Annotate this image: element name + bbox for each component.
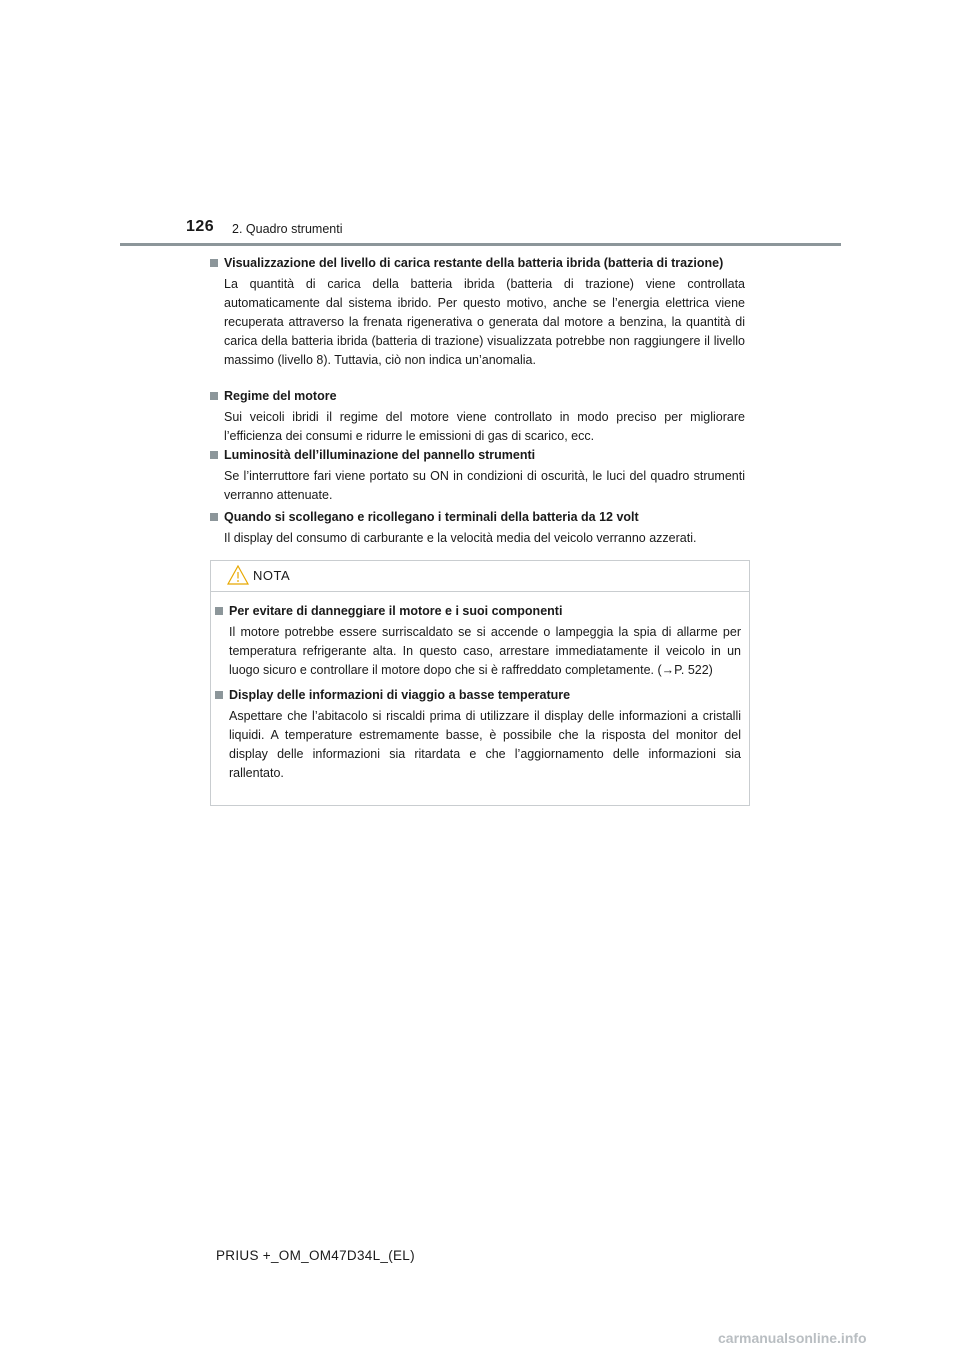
notice-box xyxy=(210,560,750,806)
square-bullet-icon xyxy=(215,607,223,615)
section-body: Se l’interruttore fari viene portato su ON in condizioni di oscurità, le luci del quadro strumenti verranno attenuate. xyxy=(224,469,745,502)
notice-item-title xyxy=(215,686,741,705)
notice-item-title-text: Per evitare di danneggiare il motore e i suoi componenti xyxy=(229,604,563,618)
section-title-text: Luminosità dell’illuminazione del pannello strumenti xyxy=(224,448,536,462)
section-title-text: Regime del motore xyxy=(224,389,337,403)
square-bullet-icon xyxy=(210,259,218,267)
square-bullet-icon xyxy=(210,451,218,459)
notice-header xyxy=(211,561,749,592)
page-number: 126 xyxy=(186,218,215,235)
notice-content xyxy=(215,602,741,789)
notice-item xyxy=(215,602,741,680)
section-panel-brightness xyxy=(210,446,745,505)
notice-item-body: Il motore potrebbe essere surriscaldato se si accende o lampeggia la spia di allarme per temperatura refrigerante alta. In questo caso, arrestare immediatamente il veicolo in un luogo sicuro e controllare il motore dopo che si è raffreddato completamente. (→P. 522) xyxy=(229,625,741,677)
section-title-text: Visualizzazione del livello di carica restante della batteria ibrida (batteria di trazione) xyxy=(224,256,724,270)
notice-item-title-text: Display delle informazioni di viaggio a basse temperature xyxy=(229,688,571,702)
footer-watermark[interactable]: carmanualsonline.info xyxy=(718,1330,867,1346)
notice-item-title xyxy=(215,602,741,621)
notice-item-body: Aspettare che l’abitacolo si riscaldi prima di utilizzare il display delle informazioni a cristalli liquidi. A temperature estremamente basse, è possibile che la risposta del monitor del display delle informazioni sia ritardata e che l’aggiornamento delle informazioni sia rallentato. xyxy=(229,709,741,780)
chapter-title: 2. Quadro strumenti xyxy=(232,222,343,236)
section-title xyxy=(210,387,745,406)
section-title xyxy=(210,508,745,527)
section-title-text: Quando si scollegano e ricollegano i terminali della batteria da 12 volt xyxy=(224,510,639,524)
header-rule xyxy=(120,243,841,246)
notice-item xyxy=(215,686,741,783)
warning-triangle-icon xyxy=(227,565,249,590)
section-body: Il display del consumo di carburante e la velocità media del veicolo verranno azzerati. xyxy=(224,531,697,545)
section-engine-speed xyxy=(210,387,745,446)
square-bullet-icon xyxy=(210,513,218,521)
section-body: La quantità di carica della batteria ibrida (batteria di trazione) viene controllata automaticamente dal sistema ibrido. Per questo motivo, anche se l’energia elettrica viene recuperata attraverso la frenata rigenerativa o generata dal motore a benzina, la quantità di carica della batteria ibrida (batteria di trazione) visualizzata potrebbe non raggiungere il livello massimo (livello 8). Tuttavia, ciò non indica un’anomalia. xyxy=(224,277,745,367)
section-title xyxy=(210,446,745,465)
footer-document-id: PRIUS +_OM_OM47D34L_(EL) xyxy=(216,1248,415,1263)
square-bullet-icon xyxy=(215,691,223,699)
notice-label: NOTA xyxy=(253,568,291,583)
section-body: Sui veicoli ibridi il regime del motore viene controllato in modo preciso per migliorare l’efficienza dei consumi e ridurre le emissioni di gas di scarico, ecc. xyxy=(224,410,745,443)
section-title xyxy=(210,254,745,273)
square-bullet-icon xyxy=(210,392,218,400)
section-battery-level xyxy=(210,254,745,370)
section-battery-terminals xyxy=(210,508,745,548)
